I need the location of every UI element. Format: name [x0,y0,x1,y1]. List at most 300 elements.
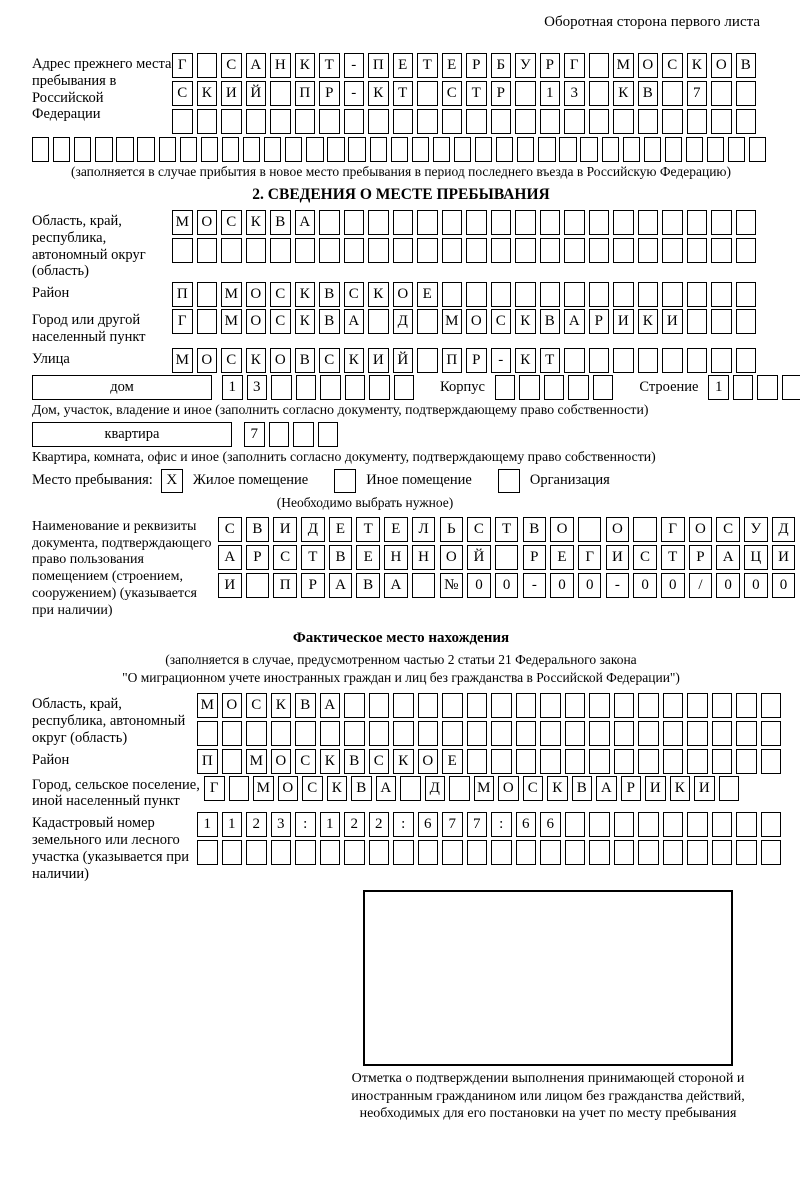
char-box[interactable]: 0 [495,573,519,598]
char-box[interactable]: С [295,749,316,774]
char-box[interactable] [589,348,610,373]
char-box[interactable] [736,282,757,307]
char-box[interactable] [197,840,218,865]
char-box[interactable] [638,238,659,263]
char-box[interactable] [782,375,800,400]
char-box[interactable]: 1 [197,812,218,837]
char-box[interactable] [711,238,732,263]
char-box[interactable] [393,721,414,746]
char-box[interactable] [540,109,561,134]
char-box[interactable]: Б [491,53,512,78]
char-box[interactable] [687,840,708,865]
char-box[interactable]: В [329,545,353,570]
char-box[interactable]: С [491,309,512,334]
char-box[interactable]: С [221,210,242,235]
char-box[interactable] [319,210,340,235]
char-box[interactable] [516,693,537,718]
char-box[interactable]: Н [412,545,436,570]
char-box[interactable] [296,375,317,400]
char-box[interactable]: С [246,693,267,718]
char-box[interactable]: Р [466,53,487,78]
char-box[interactable] [757,375,778,400]
char-box[interactable]: Р [466,348,487,373]
char-box[interactable]: / [689,573,713,598]
char-box[interactable] [711,81,732,106]
char-box[interactable] [761,812,782,837]
char-box[interactable]: В [319,309,340,334]
char-box[interactable] [663,693,684,718]
char-box[interactable] [711,210,732,235]
char-box[interactable]: В [736,53,757,78]
char-box[interactable]: 6 [418,812,439,837]
char-box[interactable] [368,109,389,134]
char-box[interactable] [719,776,740,801]
char-box[interactable]: М [246,749,267,774]
char-box[interactable]: К [368,282,389,307]
char-box[interactable]: А [329,573,353,598]
char-box[interactable] [344,693,365,718]
char-box[interactable] [442,109,463,134]
char-box[interactable] [638,109,659,134]
char-box[interactable] [327,137,344,162]
char-box[interactable]: И [218,573,242,598]
char-box[interactable] [638,812,659,837]
char-box[interactable] [417,309,438,334]
char-box[interactable]: К [613,81,634,106]
char-box[interactable] [475,137,492,162]
char-box[interactable]: Т [495,517,519,542]
char-box[interactable] [687,238,708,263]
char-box[interactable]: К [687,53,708,78]
char-box[interactable] [540,282,561,307]
char-box[interactable] [638,282,659,307]
char-box[interactable] [711,109,732,134]
char-box[interactable] [400,776,421,801]
char-box[interactable]: К [327,776,348,801]
char-box[interactable] [736,210,757,235]
char-box[interactable]: В [540,309,561,334]
char-box[interactable]: Т [661,545,685,570]
char-box[interactable] [243,137,260,162]
char-box[interactable] [466,109,487,134]
char-box[interactable]: 1 [708,375,729,400]
char-box[interactable]: Г [172,53,193,78]
char-box[interactable]: М [442,309,463,334]
char-box[interactable] [270,81,291,106]
char-box[interactable] [712,812,733,837]
char-box[interactable] [53,137,70,162]
char-box[interactable]: А [320,693,341,718]
char-box[interactable] [197,53,218,78]
char-box[interactable]: Й [393,348,414,373]
char-box[interactable] [295,109,316,134]
char-box[interactable]: О [418,749,439,774]
char-box[interactable] [467,693,488,718]
char-box[interactable]: 1 [540,81,561,106]
stay-type-checkbox-organization[interactable] [498,469,520,493]
char-box[interactable] [564,210,585,235]
char-box[interactable] [418,693,439,718]
char-box[interactable]: Р [621,776,642,801]
char-box[interactable]: В [344,749,365,774]
char-box[interactable]: Е [442,749,463,774]
char-box[interactable]: В [319,282,340,307]
char-box[interactable] [295,721,316,746]
char-box[interactable] [565,693,586,718]
char-box[interactable] [564,109,585,134]
char-box[interactable] [344,238,365,263]
char-box[interactable] [568,375,589,400]
char-box[interactable] [418,721,439,746]
char-box[interactable]: К [515,309,536,334]
char-box[interactable] [344,109,365,134]
char-box[interactable]: С [523,776,544,801]
char-box[interactable] [589,840,610,865]
char-box[interactable]: М [221,282,242,307]
char-box[interactable] [264,137,281,162]
char-box[interactable]: К [295,53,316,78]
char-box[interactable] [320,721,341,746]
char-box[interactable] [201,137,218,162]
char-box[interactable] [417,81,438,106]
char-box[interactable]: О [689,517,713,542]
char-box[interactable]: У [744,517,768,542]
char-box[interactable]: Д [393,309,414,334]
char-box[interactable]: А [218,545,242,570]
char-box[interactable] [221,238,242,263]
char-box[interactable] [197,721,218,746]
char-box[interactable]: И [613,309,634,334]
char-box[interactable] [229,776,250,801]
char-box[interactable]: М [197,693,218,718]
char-box[interactable] [602,137,619,162]
char-box[interactable]: 2 [246,812,267,837]
char-box[interactable] [736,721,757,746]
char-box[interactable]: С [344,282,365,307]
char-box[interactable] [172,109,193,134]
char-box[interactable] [271,840,292,865]
char-box[interactable] [433,137,450,162]
char-box[interactable] [222,840,243,865]
char-box[interactable]: 6 [540,812,561,837]
char-box[interactable] [442,693,463,718]
char-box[interactable] [633,517,657,542]
char-box[interactable]: Е [329,517,353,542]
char-box[interactable] [246,721,267,746]
char-box[interactable]: Р [523,545,547,570]
char-box[interactable] [736,812,757,837]
char-box[interactable]: 0 [744,573,768,598]
char-box[interactable] [116,137,133,162]
char-box[interactable]: И [772,545,796,570]
char-box[interactable]: - [523,573,547,598]
char-box[interactable] [320,375,341,400]
char-box[interactable] [644,137,661,162]
char-box[interactable]: П [295,81,316,106]
char-box[interactable]: Т [417,53,438,78]
char-box[interactable] [687,721,708,746]
char-box[interactable]: П [442,348,463,373]
char-box[interactable] [246,109,267,134]
char-box[interactable]: 7 [442,812,463,837]
char-box[interactable]: И [368,348,389,373]
char-box[interactable] [638,693,659,718]
char-box[interactable]: О [638,53,659,78]
char-box[interactable]: : [491,812,512,837]
char-box[interactable]: Ь [440,517,464,542]
char-box[interactable]: О [278,776,299,801]
char-box[interactable]: 2 [344,812,365,837]
char-box[interactable] [540,238,561,263]
char-box[interactable] [589,81,610,106]
stay-type-checkbox-residential[interactable]: X [161,469,183,493]
char-box[interactable] [761,840,782,865]
char-box[interactable] [491,282,512,307]
char-box[interactable]: К [393,749,414,774]
char-box[interactable] [519,375,540,400]
char-box[interactable]: О [550,517,574,542]
char-box[interactable]: В [270,210,291,235]
char-box[interactable]: Н [270,53,291,78]
char-box[interactable] [589,210,610,235]
char-box[interactable] [454,137,471,162]
char-box[interactable] [559,137,576,162]
char-box[interactable] [712,749,733,774]
char-box[interactable]: Е [393,53,414,78]
char-box[interactable]: Л [412,517,436,542]
char-box[interactable]: П [273,573,297,598]
char-box[interactable] [222,749,243,774]
char-box[interactable]: 0 [550,573,574,598]
char-box[interactable]: Т [319,53,340,78]
char-box[interactable] [736,309,757,334]
char-box[interactable] [733,375,754,400]
char-box[interactable] [589,53,610,78]
char-box[interactable] [736,238,757,263]
char-box[interactable]: 0 [716,573,740,598]
char-box[interactable]: 0 [772,573,796,598]
stay-type-checkbox-other[interactable] [334,469,356,493]
char-box[interactable]: Д [425,776,446,801]
char-box[interactable]: Е [550,545,574,570]
char-box[interactable] [564,238,585,263]
char-box[interactable]: Р [301,573,325,598]
char-box[interactable] [393,693,414,718]
char-box[interactable]: С [270,309,291,334]
char-box[interactable] [613,282,634,307]
char-box[interactable] [197,309,218,334]
char-box[interactable] [466,210,487,235]
char-box[interactable]: Й [467,545,491,570]
char-box[interactable] [369,375,390,400]
char-box[interactable] [540,721,561,746]
char-box[interactable]: 1 [222,375,243,400]
char-box[interactable] [246,573,270,598]
char-box[interactable] [442,282,463,307]
char-box[interactable] [491,210,512,235]
char-box[interactable]: И [606,545,630,570]
char-box[interactable]: Т [301,545,325,570]
char-box[interactable] [613,238,634,263]
char-box[interactable] [687,348,708,373]
char-box[interactable] [393,210,414,235]
char-box[interactable] [491,109,512,134]
char-box[interactable] [442,238,463,263]
char-box[interactable] [515,109,536,134]
char-box[interactable]: Р [491,81,512,106]
char-box[interactable] [270,109,291,134]
char-box[interactable] [348,137,365,162]
char-box[interactable] [293,422,314,447]
char-box[interactable] [638,210,659,235]
char-box[interactable] [707,137,724,162]
char-box[interactable] [466,238,487,263]
char-box[interactable] [638,840,659,865]
char-box[interactable]: С [270,282,291,307]
char-box[interactable] [246,840,267,865]
char-box[interactable] [623,137,640,162]
char-box[interactable] [736,348,757,373]
char-box[interactable]: № [440,573,464,598]
char-box[interactable] [467,721,488,746]
char-box[interactable] [394,375,415,400]
char-box[interactable] [467,840,488,865]
char-box[interactable]: 0 [661,573,685,598]
char-box[interactable] [736,693,757,718]
char-box[interactable]: В [638,81,659,106]
char-box[interactable] [412,573,436,598]
char-box[interactable] [613,348,634,373]
char-box[interactable] [593,375,614,400]
char-box[interactable] [663,812,684,837]
char-box[interactable] [687,309,708,334]
char-box[interactable]: А [716,545,740,570]
char-box[interactable]: Р [540,53,561,78]
char-box[interactable]: К [547,776,568,801]
char-box[interactable] [687,812,708,837]
char-box[interactable]: Т [393,81,414,106]
char-box[interactable] [345,375,366,400]
char-box[interactable]: О [498,776,519,801]
char-box[interactable] [516,749,537,774]
char-box[interactable]: Г [564,53,585,78]
char-box[interactable]: К [320,749,341,774]
char-box[interactable]: Р [246,545,270,570]
char-box[interactable] [369,693,390,718]
char-box[interactable] [662,282,683,307]
char-box[interactable]: Д [772,517,796,542]
char-box[interactable] [589,749,610,774]
char-box[interactable]: М [474,776,495,801]
char-box[interactable] [565,749,586,774]
char-box[interactable]: А [344,309,365,334]
char-box[interactable] [761,721,782,746]
char-box[interactable] [418,840,439,865]
char-box[interactable] [564,348,585,373]
char-box[interactable]: Т [356,517,380,542]
char-box[interactable]: Й [246,81,267,106]
char-box[interactable] [495,545,519,570]
char-box[interactable] [686,137,703,162]
char-box[interactable]: С [369,749,390,774]
char-box[interactable]: О [197,348,218,373]
char-box[interactable] [417,210,438,235]
char-box[interactable] [368,210,389,235]
char-box[interactable]: О [271,749,292,774]
char-box[interactable] [180,137,197,162]
char-box[interactable] [246,238,267,263]
char-box[interactable] [540,693,561,718]
char-box[interactable]: Е [442,53,463,78]
char-box[interactable] [687,210,708,235]
char-box[interactable]: В [246,517,270,542]
char-box[interactable]: С [662,53,683,78]
char-box[interactable] [663,749,684,774]
char-box[interactable] [270,238,291,263]
char-box[interactable]: И [662,309,683,334]
char-box[interactable]: М [253,776,274,801]
char-box[interactable]: : [295,812,316,837]
char-box[interactable] [159,137,176,162]
char-box[interactable]: В [295,348,316,373]
char-box[interactable]: 7 [244,422,265,447]
char-box[interactable] [687,693,708,718]
char-box[interactable]: С [221,348,242,373]
char-box[interactable]: М [613,53,634,78]
char-box[interactable]: И [273,517,297,542]
char-box[interactable] [614,721,635,746]
char-box[interactable] [197,238,218,263]
char-box[interactable] [393,840,414,865]
char-box[interactable] [613,210,634,235]
char-box[interactable] [711,282,732,307]
char-box[interactable] [749,137,766,162]
char-box[interactable]: 0 [633,573,657,598]
char-box[interactable]: П [172,282,193,307]
char-box[interactable]: К [368,81,389,106]
char-box[interactable]: Е [417,282,438,307]
char-box[interactable] [515,81,536,106]
char-box[interactable] [589,109,610,134]
char-box[interactable] [370,137,387,162]
char-box[interactable] [540,749,561,774]
char-box[interactable] [285,137,302,162]
char-box[interactable] [491,693,512,718]
char-box[interactable]: О [440,545,464,570]
char-box[interactable]: М [172,348,193,373]
char-box[interactable] [638,749,659,774]
char-box[interactable]: 7 [467,812,488,837]
char-box[interactable] [665,137,682,162]
char-box[interactable] [495,375,516,400]
char-box[interactable]: М [172,210,193,235]
char-box[interactable] [295,840,316,865]
char-box[interactable]: Р [319,81,340,106]
char-box[interactable] [565,721,586,746]
char-box[interactable] [580,137,597,162]
char-box[interactable]: К [344,348,365,373]
char-box[interactable] [663,840,684,865]
char-box[interactable] [74,137,91,162]
char-box[interactable]: О [606,517,630,542]
char-box[interactable] [687,749,708,774]
char-box[interactable]: У [515,53,536,78]
char-box[interactable]: М [221,309,242,334]
char-box[interactable] [32,137,49,162]
char-box[interactable] [589,693,610,718]
char-box[interactable] [564,282,585,307]
char-box[interactable]: О [246,309,267,334]
